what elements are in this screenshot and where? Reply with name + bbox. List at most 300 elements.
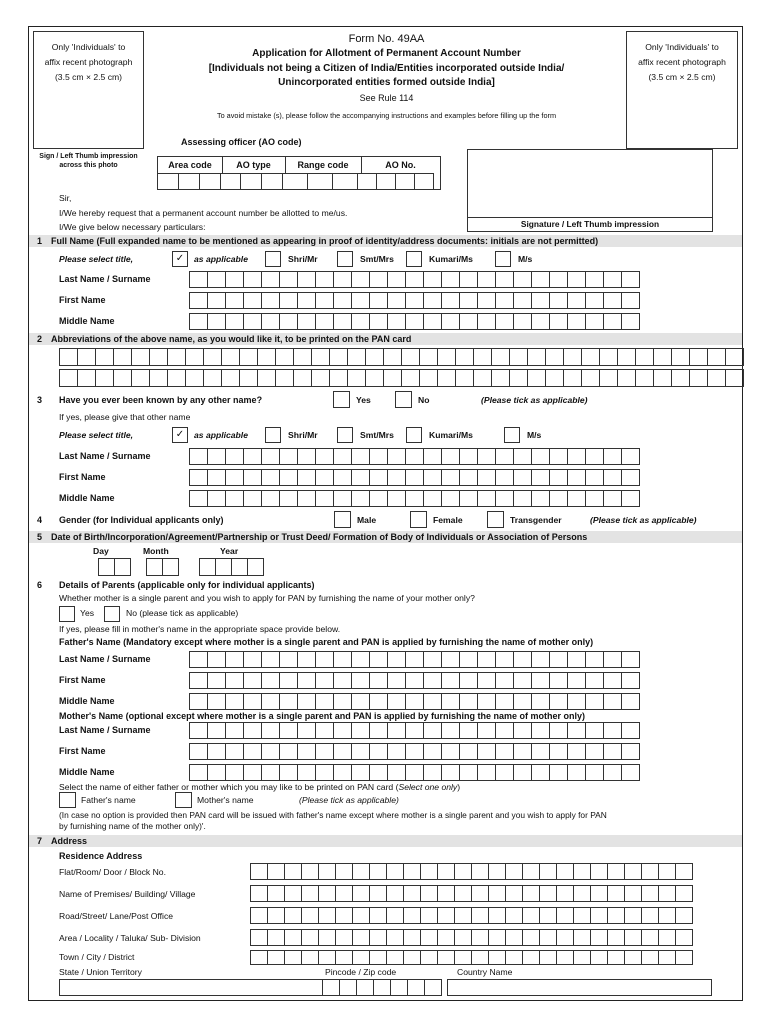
char-cell[interactable]: [441, 672, 460, 689]
char-cell[interactable]: [549, 292, 568, 309]
char-cell[interactable]: [455, 369, 474, 387]
char-cell[interactable]: [335, 907, 353, 924]
char-cell[interactable]: [351, 469, 370, 486]
char-cell[interactable]: [203, 369, 222, 387]
char-cell[interactable]: [315, 651, 334, 668]
char-cell[interactable]: [423, 292, 442, 309]
char-cell[interactable]: [459, 693, 478, 710]
char-cell[interactable]: [225, 743, 244, 760]
char-cell[interactable]: [95, 348, 114, 366]
char-cell[interactable]: [473, 348, 492, 366]
char-cell[interactable]: [207, 743, 226, 760]
char-cell[interactable]: [624, 907, 642, 924]
char-cell[interactable]: [477, 672, 496, 689]
char-cell[interactable]: [329, 369, 348, 387]
char-cell[interactable]: [549, 743, 568, 760]
char-cell[interactable]: [279, 764, 298, 781]
char-cell[interactable]: [459, 764, 478, 781]
char-cell[interactable]: [658, 863, 676, 880]
char-cell[interactable]: [585, 271, 604, 288]
char-cell[interactable]: [352, 929, 370, 946]
char-cell[interactable]: [261, 292, 280, 309]
char-cell[interactable]: [607, 929, 625, 946]
char-cell[interactable]: [369, 672, 388, 689]
char-cell[interactable]: [403, 907, 421, 924]
road-input[interactable]: [250, 907, 692, 924]
char-cell[interactable]: [420, 863, 438, 880]
char-cell[interactable]: [585, 651, 604, 668]
abbreviation-row-1-input[interactable]: [59, 348, 743, 366]
char-cell[interactable]: [420, 885, 438, 902]
char-cell[interactable]: [522, 885, 540, 902]
char-cell[interactable]: [437, 907, 455, 924]
char-cell[interactable]: [603, 271, 622, 288]
char-cell[interactable]: [549, 313, 568, 330]
char-cell[interactable]: [621, 693, 640, 710]
char-cell[interactable]: [315, 469, 334, 486]
char-cell[interactable]: [59, 369, 78, 387]
char-cell[interactable]: [405, 490, 424, 507]
char-cell[interactable]: [531, 448, 550, 465]
char-cell[interactable]: [567, 651, 586, 668]
char-cell[interactable]: [369, 651, 388, 668]
char-cell[interactable]: [513, 764, 532, 781]
char-cell[interactable]: [459, 292, 478, 309]
char-cell[interactable]: [59, 348, 78, 366]
char-cell[interactable]: [509, 348, 528, 366]
char-cell[interactable]: [207, 722, 226, 739]
char-cell[interactable]: [603, 651, 622, 668]
char-cell[interactable]: [293, 348, 312, 366]
char-cell[interactable]: [556, 950, 574, 965]
char-cell[interactable]: [567, 672, 586, 689]
char-cell[interactable]: [563, 369, 582, 387]
char-cell[interactable]: [405, 469, 424, 486]
char-cell[interactable]: [454, 907, 472, 924]
char-cell[interactable]: [225, 764, 244, 781]
char-cell[interactable]: [279, 292, 298, 309]
char-cell[interactable]: [689, 369, 708, 387]
print-mother-checkbox[interactable]: [175, 792, 192, 808]
char-cell[interactable]: [369, 863, 387, 880]
char-cell[interactable]: [624, 863, 642, 880]
char-cell[interactable]: [471, 950, 489, 965]
char-cell[interactable]: [527, 348, 546, 366]
char-cell[interactable]: [590, 863, 608, 880]
char-cell[interactable]: [621, 672, 640, 689]
char-cell[interactable]: [621, 743, 640, 760]
s3-last-name-input[interactable]: [189, 448, 639, 465]
char-cell[interactable]: [257, 348, 276, 366]
char-cell[interactable]: [239, 369, 258, 387]
char-cell[interactable]: [437, 929, 455, 946]
char-cell[interactable]: [527, 369, 546, 387]
char-cell[interactable]: [549, 672, 568, 689]
char-cell[interactable]: [387, 469, 406, 486]
char-cell[interactable]: [333, 292, 352, 309]
char-cell[interactable]: [279, 693, 298, 710]
char-cell[interactable]: [531, 764, 550, 781]
char-cell[interactable]: [531, 469, 550, 486]
char-cell[interactable]: [513, 743, 532, 760]
char-cell[interactable]: [441, 313, 460, 330]
char-cell[interactable]: [471, 929, 489, 946]
char-cell[interactable]: [257, 369, 276, 387]
char-cell[interactable]: [333, 448, 352, 465]
char-cell[interactable]: [311, 369, 330, 387]
char-cell[interactable]: [387, 271, 406, 288]
char-cell[interactable]: [189, 469, 208, 486]
char-cell[interactable]: [250, 950, 268, 965]
char-cell[interactable]: [531, 722, 550, 739]
char-cell[interactable]: [423, 448, 442, 465]
char-cell[interactable]: [267, 863, 285, 880]
char-cell[interactable]: [725, 369, 744, 387]
char-cell[interactable]: [297, 651, 316, 668]
char-cell[interactable]: [585, 469, 604, 486]
char-cell[interactable]: [441, 651, 460, 668]
char-cell[interactable]: [369, 271, 388, 288]
title-shri-checkbox-3[interactable]: [265, 427, 281, 443]
char-cell[interactable]: [423, 743, 442, 760]
char-cell[interactable]: [261, 490, 280, 507]
char-cell[interactable]: [387, 693, 406, 710]
char-cell[interactable]: [333, 672, 352, 689]
char-cell[interactable]: [279, 651, 298, 668]
char-cell[interactable]: [279, 271, 298, 288]
char-cell[interactable]: [333, 693, 352, 710]
char-cell[interactable]: [471, 885, 489, 902]
char-cell[interactable]: [567, 764, 586, 781]
char-cell[interactable]: [261, 672, 280, 689]
char-cell[interactable]: [243, 722, 262, 739]
char-cell[interactable]: [335, 863, 353, 880]
char-cell[interactable]: [401, 369, 420, 387]
char-cell[interactable]: [441, 764, 460, 781]
char-cell[interactable]: [369, 448, 388, 465]
char-cell[interactable]: [437, 885, 455, 902]
char-cell[interactable]: [441, 271, 460, 288]
char-cell[interactable]: [405, 722, 424, 739]
char-cell[interactable]: [189, 313, 208, 330]
char-cell[interactable]: [624, 950, 642, 965]
char-cell[interactable]: [189, 722, 208, 739]
s1-first-name-input[interactable]: [189, 292, 639, 309]
char-cell[interactable]: [567, 313, 586, 330]
char-cell[interactable]: [603, 672, 622, 689]
char-cell[interactable]: [495, 722, 514, 739]
char-cell[interactable]: [207, 764, 226, 781]
char-cell[interactable]: [488, 863, 506, 880]
char-cell[interactable]: [207, 271, 226, 288]
char-cell[interactable]: [549, 271, 568, 288]
char-cell[interactable]: [352, 863, 370, 880]
char-cell[interactable]: [225, 292, 244, 309]
char-cell[interactable]: [495, 448, 514, 465]
char-cell[interactable]: [311, 348, 330, 366]
char-cell[interactable]: [333, 743, 352, 760]
mother-first-name-input[interactable]: [189, 743, 639, 760]
char-cell[interactable]: [459, 743, 478, 760]
char-cell[interactable]: [653, 369, 672, 387]
char-cell[interactable]: [315, 672, 334, 689]
char-cell[interactable]: [315, 743, 334, 760]
char-cell[interactable]: [549, 448, 568, 465]
char-cell[interactable]: [315, 490, 334, 507]
char-cell[interactable]: [315, 722, 334, 739]
char-cell[interactable]: [243, 693, 262, 710]
char-cell[interactable]: [420, 929, 438, 946]
char-cell[interactable]: [261, 313, 280, 330]
char-cell[interactable]: [405, 313, 424, 330]
char-cell[interactable]: [352, 885, 370, 902]
char-cell[interactable]: [297, 292, 316, 309]
char-cell[interactable]: [261, 271, 280, 288]
char-cell[interactable]: [243, 651, 262, 668]
char-cell[interactable]: [658, 885, 676, 902]
char-cell[interactable]: [284, 885, 302, 902]
char-cell[interactable]: [603, 313, 622, 330]
char-cell[interactable]: [621, 313, 640, 330]
char-cell[interactable]: [318, 907, 336, 924]
char-cell[interactable]: [531, 651, 550, 668]
char-cell[interactable]: [617, 369, 636, 387]
char-cell[interactable]: [403, 863, 421, 880]
char-cell[interactable]: [573, 929, 591, 946]
char-cell[interactable]: [243, 743, 262, 760]
char-cell[interactable]: [189, 271, 208, 288]
char-cell[interactable]: [689, 348, 708, 366]
char-cell[interactable]: [454, 929, 472, 946]
char-cell[interactable]: [423, 651, 442, 668]
char-cell[interactable]: [509, 369, 528, 387]
char-cell[interactable]: [267, 885, 285, 902]
char-cell[interactable]: [549, 490, 568, 507]
char-cell[interactable]: [351, 693, 370, 710]
char-cell[interactable]: [369, 764, 388, 781]
char-cell[interactable]: [621, 271, 640, 288]
char-cell[interactable]: [423, 722, 442, 739]
ao-code-input[interactable]: [157, 173, 433, 190]
char-cell[interactable]: [403, 885, 421, 902]
char-cell[interactable]: [477, 271, 496, 288]
char-cell[interactable]: [495, 490, 514, 507]
char-cell[interactable]: [243, 490, 262, 507]
char-cell[interactable]: [243, 764, 262, 781]
char-cell[interactable]: [77, 369, 96, 387]
char-cell[interactable]: [131, 369, 150, 387]
char-cell[interactable]: [167, 369, 186, 387]
father-middle-name-input[interactable]: [189, 693, 639, 710]
char-cell[interactable]: [301, 929, 319, 946]
char-cell[interactable]: [335, 950, 353, 965]
char-cell[interactable]: [279, 469, 298, 486]
char-cell[interactable]: [284, 907, 302, 924]
char-cell[interactable]: [333, 651, 352, 668]
char-cell[interactable]: [185, 369, 204, 387]
char-cell[interactable]: [437, 369, 456, 387]
single-parent-yes-checkbox[interactable]: [59, 606, 75, 622]
state-input[interactable]: [59, 979, 323, 996]
char-cell[interactable]: [267, 907, 285, 924]
char-cell[interactable]: [539, 885, 557, 902]
char-cell[interactable]: [437, 348, 456, 366]
char-cell[interactable]: [167, 348, 186, 366]
title-tick-1[interactable]: ✓: [172, 251, 188, 267]
char-cell[interactable]: [505, 863, 523, 880]
char-cell[interactable]: [607, 907, 625, 924]
char-cell[interactable]: [585, 722, 604, 739]
s3-middle-name-input[interactable]: [189, 490, 639, 507]
char-cell[interactable]: [419, 348, 438, 366]
char-cell[interactable]: [315, 448, 334, 465]
char-cell[interactable]: [549, 469, 568, 486]
char-cell[interactable]: [386, 863, 404, 880]
char-cell[interactable]: [405, 693, 424, 710]
char-cell[interactable]: [423, 764, 442, 781]
char-cell[interactable]: [539, 950, 557, 965]
char-cell[interactable]: [563, 348, 582, 366]
char-cell[interactable]: [531, 672, 550, 689]
char-cell[interactable]: [387, 743, 406, 760]
char-cell[interactable]: [539, 907, 557, 924]
char-cell[interactable]: [556, 863, 574, 880]
char-cell[interactable]: [329, 348, 348, 366]
char-cell[interactable]: [369, 907, 387, 924]
char-cell[interactable]: [495, 743, 514, 760]
char-cell[interactable]: [225, 448, 244, 465]
char-cell[interactable]: [335, 929, 353, 946]
char-cell[interactable]: [437, 863, 455, 880]
char-cell[interactable]: [441, 292, 460, 309]
char-cell[interactable]: [369, 950, 387, 965]
char-cell[interactable]: [531, 490, 550, 507]
char-cell[interactable]: [297, 469, 316, 486]
title-ms-checkbox-1[interactable]: [495, 251, 511, 267]
char-cell[interactable]: [207, 469, 226, 486]
char-cell[interactable]: [301, 863, 319, 880]
char-cell[interactable]: [189, 743, 208, 760]
char-cell[interactable]: [635, 348, 654, 366]
char-cell[interactable]: [495, 764, 514, 781]
char-cell[interactable]: [369, 292, 388, 309]
char-cell[interactable]: [225, 490, 244, 507]
char-cell[interactable]: [603, 469, 622, 486]
char-cell[interactable]: [423, 672, 442, 689]
char-cell[interactable]: [459, 722, 478, 739]
char-cell[interactable]: [318, 885, 336, 902]
char-cell[interactable]: [707, 348, 726, 366]
char-cell[interactable]: [545, 369, 564, 387]
title-kumari-checkbox-3[interactable]: [406, 427, 422, 443]
single-parent-no-checkbox[interactable]: [104, 606, 120, 622]
char-cell[interactable]: [297, 448, 316, 465]
char-cell[interactable]: [351, 490, 370, 507]
char-cell[interactable]: [556, 929, 574, 946]
char-cell[interactable]: [225, 672, 244, 689]
char-cell[interactable]: [603, 764, 622, 781]
char-cell[interactable]: [250, 863, 268, 880]
char-cell[interactable]: [585, 743, 604, 760]
char-cell[interactable]: [522, 950, 540, 965]
char-cell[interactable]: [441, 490, 460, 507]
char-cell[interactable]: [297, 672, 316, 689]
char-cell[interactable]: [603, 448, 622, 465]
char-cell[interactable]: [297, 743, 316, 760]
char-cell[interactable]: [459, 672, 478, 689]
char-cell[interactable]: [567, 448, 586, 465]
char-cell[interactable]: [567, 271, 586, 288]
char-cell[interactable]: [261, 651, 280, 668]
char-cell[interactable]: [471, 863, 489, 880]
char-cell[interactable]: [250, 929, 268, 946]
char-cell[interactable]: [279, 448, 298, 465]
char-cell[interactable]: [477, 764, 496, 781]
char-cell[interactable]: [513, 722, 532, 739]
char-cell[interactable]: [293, 369, 312, 387]
char-cell[interactable]: [267, 950, 285, 965]
char-cell[interactable]: [675, 929, 693, 946]
char-cell[interactable]: [585, 764, 604, 781]
char-cell[interactable]: [477, 448, 496, 465]
char-cell[interactable]: [581, 369, 600, 387]
char-cell[interactable]: [352, 950, 370, 965]
char-cell[interactable]: [315, 313, 334, 330]
char-cell[interactable]: [477, 722, 496, 739]
char-cell[interactable]: [243, 448, 262, 465]
char-cell[interactable]: [221, 348, 240, 366]
char-cell[interactable]: [405, 292, 424, 309]
char-cell[interactable]: [189, 672, 208, 689]
char-cell[interactable]: [369, 722, 388, 739]
char-cell[interactable]: [459, 469, 478, 486]
char-cell[interactable]: [225, 651, 244, 668]
char-cell[interactable]: [383, 369, 402, 387]
char-cell[interactable]: [279, 490, 298, 507]
dob-year-input[interactable]: [199, 558, 263, 576]
char-cell[interactable]: [423, 271, 442, 288]
char-cell[interactable]: [243, 672, 262, 689]
char-cell[interactable]: [567, 722, 586, 739]
char-cell[interactable]: [225, 313, 244, 330]
char-cell[interactable]: [454, 950, 472, 965]
char-cell[interactable]: [603, 292, 622, 309]
print-father-checkbox[interactable]: [59, 792, 76, 808]
char-cell[interactable]: [459, 448, 478, 465]
char-cell[interactable]: [243, 313, 262, 330]
char-cell[interactable]: [387, 764, 406, 781]
char-cell[interactable]: [488, 885, 506, 902]
char-cell[interactable]: [297, 722, 316, 739]
char-cell[interactable]: [387, 651, 406, 668]
mother-middle-name-input[interactable]: [189, 764, 639, 781]
char-cell[interactable]: [641, 863, 659, 880]
char-cell[interactable]: [284, 950, 302, 965]
char-cell[interactable]: [275, 348, 294, 366]
char-cell[interactable]: [495, 693, 514, 710]
char-cell[interactable]: [369, 743, 388, 760]
char-cell[interactable]: [441, 722, 460, 739]
char-cell[interactable]: [454, 885, 472, 902]
char-cell[interactable]: [599, 369, 618, 387]
gender-transgender-checkbox[interactable]: [487, 511, 504, 528]
char-cell[interactable]: [495, 271, 514, 288]
char-cell[interactable]: [369, 490, 388, 507]
char-cell[interactable]: [387, 313, 406, 330]
char-cell[interactable]: [459, 651, 478, 668]
char-cell[interactable]: [641, 950, 659, 965]
char-cell[interactable]: [585, 292, 604, 309]
